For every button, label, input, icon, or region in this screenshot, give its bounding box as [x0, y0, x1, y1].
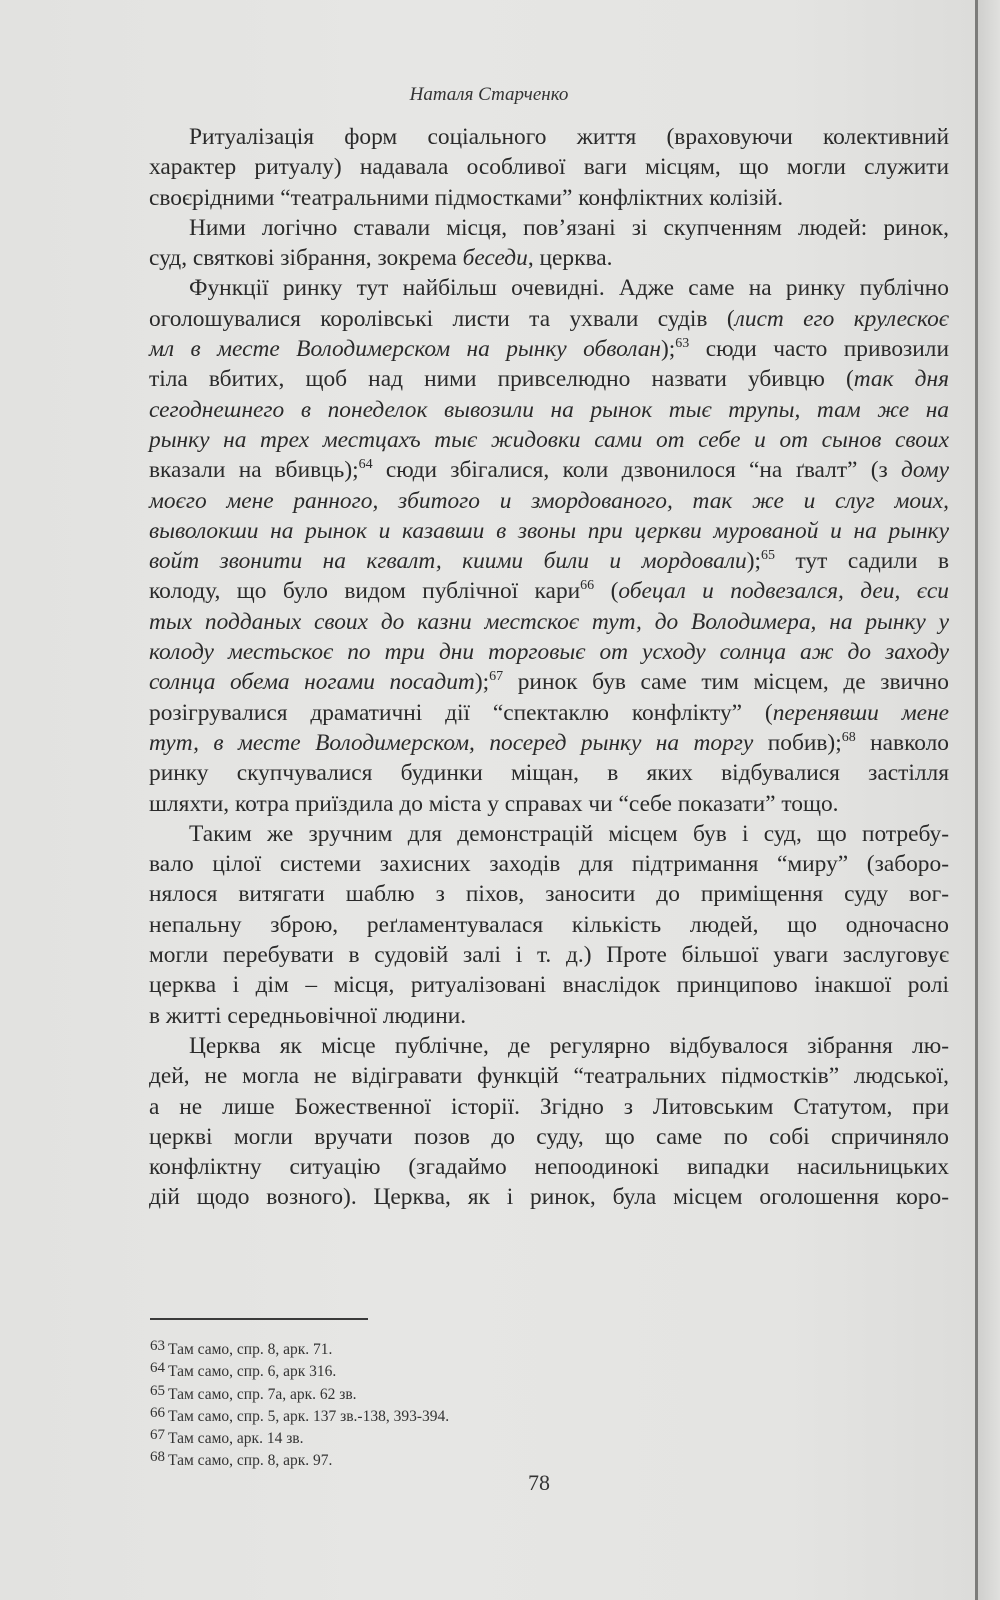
- quote-italic: рынку на трех местцахъ тыє жидовки сами от себе и от сынов своих: [149, 426, 949, 453]
- text-run: );: [474, 669, 490, 696]
- footnote: [150, 1382, 449, 1404]
- text-run: ринку скупчувалися будинки міщан, в яких відбувалися застілля: [149, 760, 949, 787]
- text-line: [149, 395, 949, 425]
- text-run: дій щодо возного). Церква, як і ринок, була місцем оголошення коро-: [149, 1184, 949, 1211]
- text-run: ринок був саме тим місцем, де звично: [503, 669, 949, 696]
- text-run: суд, святкові зібрання, зокрема: [149, 245, 463, 272]
- text-line: [149, 152, 949, 182]
- footnote: [150, 1359, 449, 1381]
- text-run: вало цілої системи захисних заходів для підтримання “миру” (заборо-: [149, 851, 949, 878]
- footnote-text: Там само, спр. 5, арк. 137 зв.-138, 393-394.: [168, 1407, 450, 1425]
- footnote-ref: 68: [841, 729, 856, 745]
- text-line: [149, 607, 949, 637]
- text-line: [149, 819, 949, 849]
- footnote-text: Там само, спр. 6, арк 316.: [168, 1363, 337, 1381]
- quote-italic: тут, в месте Володимерском, посеред рынку на торгу: [149, 729, 754, 756]
- text-run: Церква як місце публічне, де регулярно відбувалося зібрання лю-: [189, 1032, 949, 1059]
- text-run: побив);: [753, 729, 842, 756]
- text-line: [149, 516, 949, 546]
- paragraph: [149, 819, 949, 1031]
- text-run: сюди збігалися, коли дзвонилося “на ґвалт” (з: [372, 457, 902, 484]
- text-line: [149, 546, 949, 576]
- text-line: [149, 758, 949, 788]
- text-line: [149, 1182, 949, 1212]
- text-run: могли перебувати в судовій залі і т. д.) Проте більшої уваги заслуговує: [149, 942, 949, 969]
- text-line: [149, 183, 949, 213]
- text-line: [149, 910, 949, 940]
- text-run: а не лише Божественної історії. Згідно з Литовським Статутом, при: [149, 1093, 949, 1120]
- text-line: [149, 789, 949, 819]
- text-line: [149, 698, 949, 728]
- text-run: (: [594, 578, 619, 605]
- quote-italic: лист его крулескоє: [734, 305, 949, 332]
- text-line: [149, 1122, 949, 1152]
- text-run: вказали на вбивць);: [149, 457, 359, 484]
- paragraph: [149, 122, 949, 213]
- text-run: Ритуалізація форм соціального життя (враховуючи колективний: [189, 124, 949, 150]
- text-run: Ними логічно ставали місця, пов’язані зі скупченням людей: ринок,: [189, 214, 949, 241]
- text-run: характер ритуалу) надавала особливої ваги місцям, що могли служити: [149, 154, 949, 181]
- text-run: тут садили в: [775, 548, 949, 575]
- text-line: [149, 334, 949, 364]
- text-run: оголошувалися королівські листи та ухвали судів (: [149, 305, 735, 332]
- text-line: [149, 1092, 949, 1122]
- text-run: навколо: [855, 729, 949, 756]
- footnote: [150, 1337, 449, 1359]
- page-number: 78: [528, 1470, 550, 1495]
- text-run: сюди часто привозили: [689, 336, 949, 363]
- quote-italic: так дня: [853, 366, 949, 393]
- text-line: [149, 213, 949, 243]
- quote-italic: перенявши мене: [772, 699, 950, 726]
- text-run: тіла вбитих, щоб над ними привселюдно назвати убивцю (: [149, 366, 854, 393]
- text-line: [149, 1152, 949, 1182]
- paragraph: [149, 273, 949, 818]
- running-header: Наталя Старченко: [409, 84, 569, 105]
- quote-italic: мл в месте Володимерском на рынку обволан: [149, 336, 661, 363]
- text-run: церкві могли вручати позов до суду, що саме по собі спричиняло: [149, 1123, 949, 1150]
- text-run: Таким же зручним для демонстрацій місцем був і суд, що потребу-: [189, 820, 949, 847]
- quote-italic: беседи: [462, 245, 528, 272]
- footnote-number: 63: [150, 1338, 165, 1354]
- text-run: непальну зброю, реґламентувалася кількість людей, що одночасно: [149, 911, 949, 938]
- paragraph: [149, 1031, 949, 1213]
- text-run: , церква.: [527, 245, 613, 272]
- footnote-ref: 67: [489, 669, 504, 685]
- text-line: [149, 425, 949, 455]
- paragraph: [149, 213, 949, 274]
- text-line: [149, 879, 949, 909]
- footnote-number: 66: [150, 1404, 165, 1421]
- text-run: колоду, що було видом публічної кари: [149, 578, 581, 605]
- text-line: [149, 122, 949, 152]
- quote-italic: колоду местьскоє по три дни торговыє от усходу солнца аж до заходу: [149, 639, 949, 666]
- footnote-ref: 63: [675, 336, 690, 352]
- footnote-number: 67: [150, 1427, 165, 1444]
- footnote-ref: 64: [358, 457, 373, 473]
- footnote: [150, 1448, 449, 1470]
- footnote-text: Там само, спр. 7а, арк. 62 зв.: [168, 1385, 357, 1403]
- text-run: конфліктну ситуацію (згадаймо непоодинокі випадки насильницьких: [149, 1154, 949, 1181]
- main-text: [149, 122, 949, 1213]
- footnotes: [150, 1337, 449, 1471]
- footnote-number: 68: [150, 1449, 165, 1466]
- text-line: [149, 667, 949, 697]
- text-run: дей, не могла не відігравати функцій “театральних підмостків” людської,: [149, 1063, 949, 1090]
- text-run: шляхти, котра приїздила до міста у справах чи “себе показати” тощо.: [149, 790, 839, 817]
- text-run: церква і дім – місця, ритуалізовані внаслідок принципово інакшої ролі: [149, 972, 949, 999]
- text-line: [149, 486, 949, 516]
- text-line: [149, 1031, 949, 1061]
- footnote-ref: 66: [580, 578, 595, 594]
- text-line: [149, 243, 949, 273]
- quote-italic: тых подданых своих до казни местскоє тут, до Володимера, на рынку у: [149, 608, 949, 635]
- footnote-text: Там само, спр. 8, арк. 97.: [168, 1452, 333, 1470]
- quote-italic: солнца обема ногами посадит: [149, 669, 475, 696]
- text-run: );: [661, 336, 676, 363]
- quote-italic: сегоднешнего в понеделок вывозили на рынок тыє трупы, там же на: [149, 396, 949, 423]
- text-run: своєрідними “театральними підмостками” конфліктних колізій.: [149, 184, 784, 211]
- footnote: [150, 1404, 449, 1426]
- text-run: Функції ринку тут найбільш очевидні. Адже саме на ринку публічно: [189, 275, 949, 302]
- text-run: );: [746, 548, 762, 575]
- footnote-separator: [150, 1318, 368, 1320]
- text-line: [149, 1001, 949, 1031]
- footnote: [150, 1426, 449, 1448]
- text-line: [149, 637, 949, 667]
- text-run: в житті середньовічної людини.: [149, 1002, 467, 1029]
- footnote-number: 65: [150, 1382, 165, 1399]
- footnote-text: Там само, спр. 8, арк. 71.: [168, 1341, 333, 1358]
- quote-italic: выволокши на рынок и казавши в звоны при церкви мурованой и на рынку: [149, 517, 949, 544]
- text-line: [149, 576, 949, 606]
- text-line: [149, 1061, 949, 1091]
- text-line: [149, 364, 949, 394]
- text-line: [149, 728, 949, 758]
- text-line: [149, 849, 949, 879]
- quote-italic: дому: [901, 457, 949, 484]
- text-line: [149, 940, 949, 970]
- text-run: нялося витягати шаблю з піхов, заносити до приміщення суду вог-: [149, 881, 949, 908]
- text-run: розігрувалися драматичні дії “спектаклю конфлікту” (: [149, 699, 773, 726]
- text-line: [149, 970, 949, 1000]
- footnote-ref: 65: [761, 548, 776, 564]
- quote-italic: обецал и подвезался, деи, єси: [618, 578, 949, 605]
- footnote-text: Там само, арк. 14 зв.: [168, 1430, 304, 1448]
- quote-italic: моєго мене ранного, збитого и змордованого, так же и слуг моих,: [149, 487, 949, 514]
- quote-italic: войт звонити на кгвалт, киими били и мордовали: [149, 548, 747, 575]
- text-line: [149, 304, 949, 334]
- text-line: [149, 455, 949, 485]
- footnote-number: 64: [150, 1360, 165, 1377]
- text-line: [149, 273, 949, 303]
- adjacent-page-strip: [978, 0, 1000, 1600]
